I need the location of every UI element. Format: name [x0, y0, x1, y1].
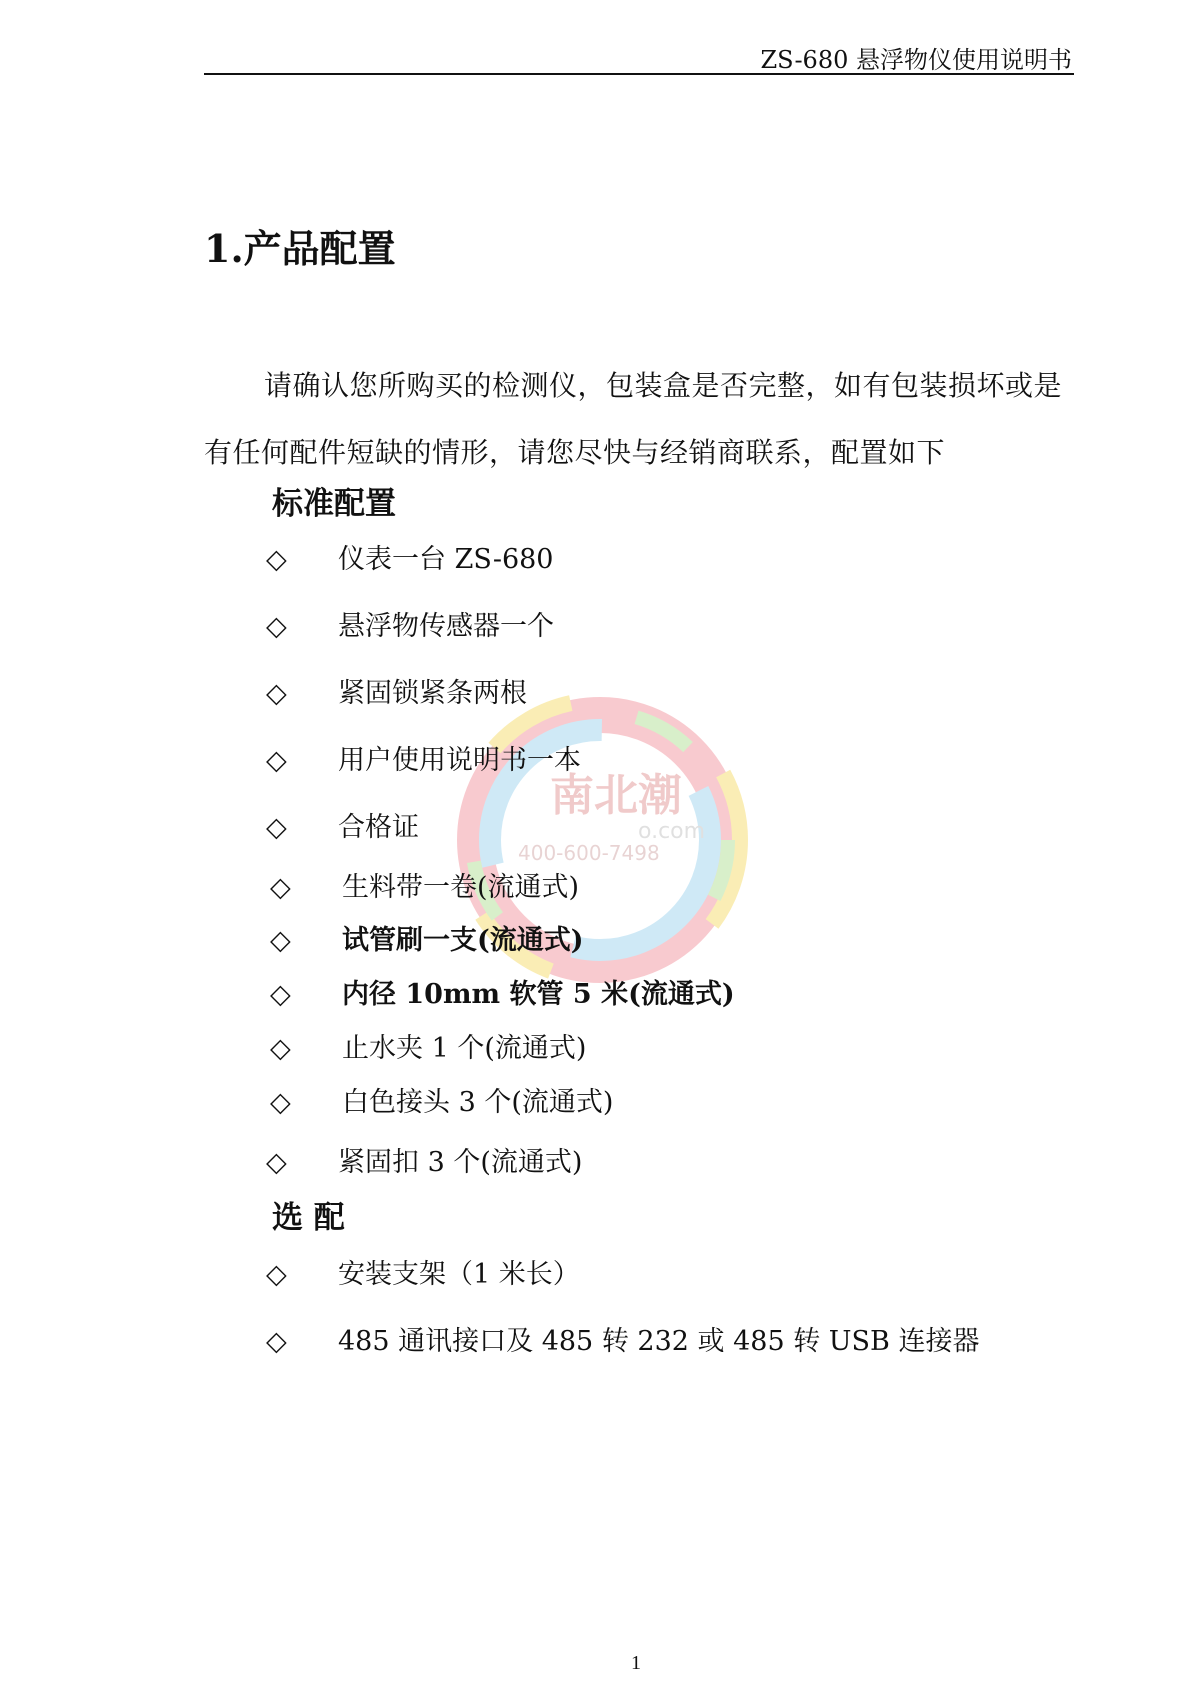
diamond-bullet-icon: ◇: [270, 1033, 291, 1064]
watermark-brand: 南北潮: [550, 770, 682, 821]
list-item: ◇ 紧固扣 3 个(流通式): [266, 1147, 583, 1178]
diamond-bullet-icon: ◇: [266, 1147, 287, 1178]
watermark-url: o.com: [638, 819, 706, 844]
diamond-bullet-icon: ◇: [270, 1087, 291, 1118]
list-item: ◇ 内径 10mm 软管 5 米(流通式): [270, 979, 735, 1010]
list-item: ◇ 生料带一卷(流通式): [270, 872, 580, 903]
list-item: ◇ 合格证: [266, 812, 419, 843]
list-item: ◇ 白色接头 3 个(流通式): [270, 1087, 614, 1118]
page-number: 1: [631, 1652, 641, 1674]
list-item: ◇ 安装支架（1 米长）: [266, 1259, 580, 1290]
diamond-bullet-icon: ◇: [266, 1326, 287, 1357]
diamond-bullet-icon: ◇: [266, 611, 287, 642]
list-item: ◇ 紧固锁紧条两根: [266, 678, 527, 709]
diamond-bullet-icon: ◇: [270, 925, 291, 956]
list-item: ◇ 485 通讯接口及 485 转 232 或 485 转 USB 连接器: [266, 1326, 980, 1357]
diamond-bullet-icon: ◇: [266, 812, 287, 843]
list-item: ◇ 止水夹 1 个(流通式): [270, 1033, 587, 1064]
diamond-bullet-icon: ◇: [270, 872, 291, 903]
header-divider: [204, 73, 1074, 75]
watermark-logo: [390, 660, 810, 1020]
list-item: ◇ 悬浮物传感器一个: [266, 611, 554, 642]
diamond-bullet-icon: ◇: [266, 1259, 287, 1290]
standard-config-heading: 标准配置: [272, 486, 396, 522]
optional-config-heading: 选 配: [272, 1200, 345, 1236]
intro-paragraph: 请确认您所购买的检测仪，包装盒是否完整，如有包装损坏或是有任何配件短缺的情形，请您尽快与经销商联系，配置如下: [204, 369, 1063, 469]
document-header-title: ZS-680 悬浮物仪使用说明书: [760, 46, 1072, 74]
diamond-bullet-icon: ◇: [266, 544, 287, 575]
list-item: ◇ 用户使用说明书一本: [266, 745, 581, 776]
diamond-bullet-icon: ◇: [266, 745, 287, 776]
section-heading: 1.产品配置: [204, 226, 396, 271]
watermark-phone: 400-600-7498: [518, 841, 660, 865]
list-item: ◇ 仪表一台 ZS-680: [266, 544, 554, 575]
diamond-bullet-icon: ◇: [266, 678, 287, 709]
diamond-bullet-icon: ◇: [270, 979, 291, 1010]
list-item: ◇ 试管刷一支(流通式): [270, 925, 584, 956]
